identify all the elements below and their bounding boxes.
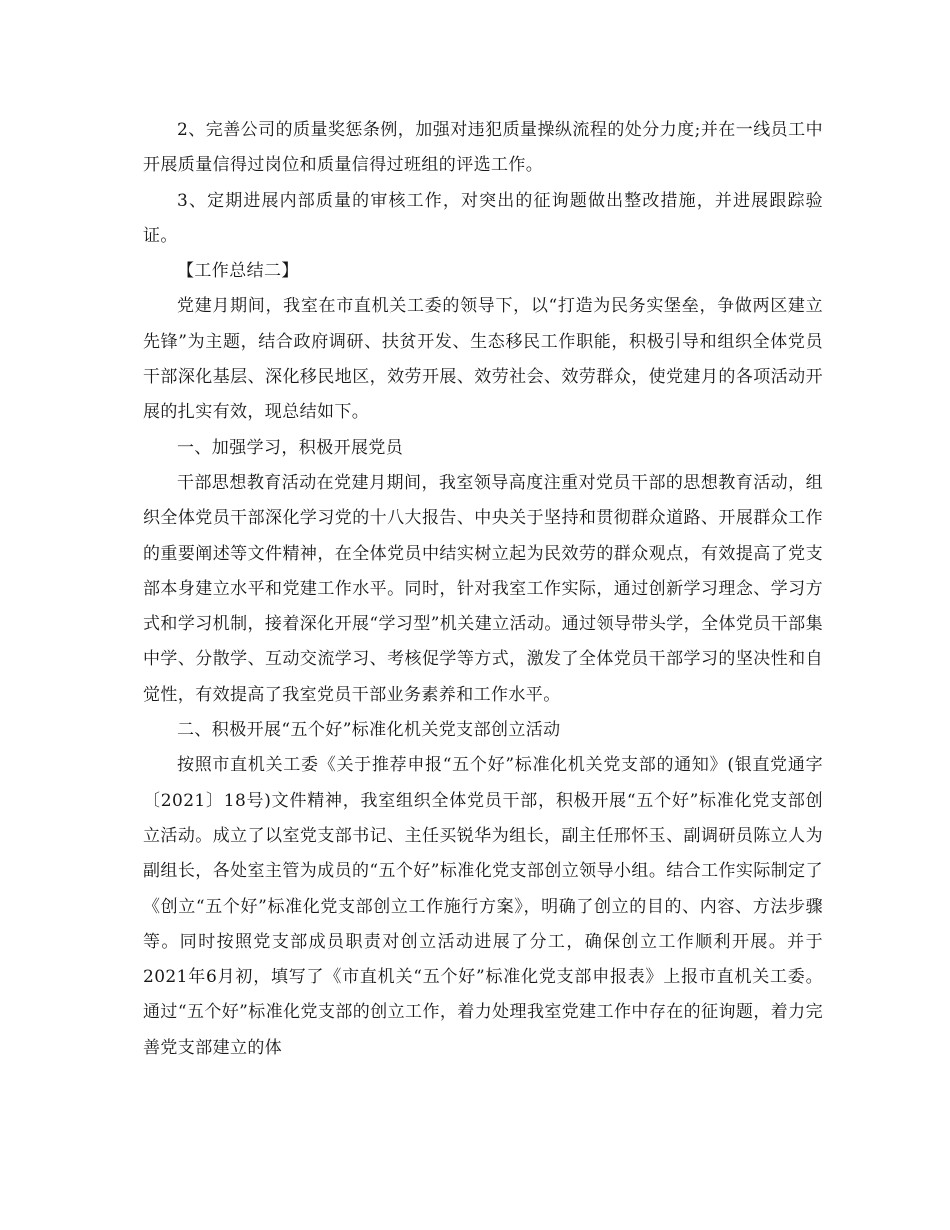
- paragraph-five-good-activities: 按照市直机关工委《关于推荐申报“五个好”标准化机关党支部的通知》(银直党通字〔2021〕18号)文件精神，我室组织全体党员干部，积极开展“五个好”标准化党支部创立活动。成立了以室党支部书记、主任买锐华为组长，副主任邢怀玉、副调研员陈立人为副组长，各处室主管为成员的“五个好”标准化党支部创立领导小组。结合工作实际制定了《创立“五个好”标准化党支部创立工作施行方案》，明确了创立的目的、内容、方法步骤等。同时按照党支部成员职责对创立活动进展了分工，确保创立工作顺利开展。并于2021年6月初，填写了《市直机关“五个好”标准化党支部申报表》上报市直机关工委。通过“五个好”标准化党支部的创立工作，着力处理我室党建工作中存在的征询题，着力完善党支部建立的体: [143, 755, 823, 1058]
- section-heading-study: 一、加强学习，积极开展党员: [177, 437, 404, 458]
- paragraph-internal-audit: 3、定期进展内部质量的审核工作，对突出的征询题做出整改措施，并进展跟踪验证。: [143, 190, 823, 246]
- document-body: [143, 113, 823, 1066]
- paragraph-party-month-intro: 党建月期间，我室在市直机关工委的领导下，以“打造为民务实堡垒，争做两区建立先锋”为主题，结合政府调研、扶贫开发、生态移民工作职能，积极引导和组织全体党员干部深化基层、深化移民地区，效劳开展、效劳社会、效劳群众，使党建月的各项活动开展的扎实有效，现总结如下。: [143, 296, 823, 423]
- paragraph-quality-reward: 2、完善公司的质量奖惩条例，加强对违犯质量操纵流程的处分力度;并在一线员工中开展质量信得过岗位和质量信得过班组的评选工作。: [143, 120, 823, 176]
- section-heading-five-good: 二、积极开展“五个好”标准化机关党支部创立活动: [177, 720, 561, 741]
- paragraph-study-activities: 干部思想教育活动在党建月期间，我室领导高度注重对党员干部的思想教育活动，组织全体党员干部深化学习党的十八大报告、中央关于坚持和贯彻群众道路、开展群众工作的重要阐述等文件精神，在全体党员中结实树立起为民效劳的群众观点，有效提高了党支部本身建立水平和党建工作水平。同时，针对我室工作实际，通过创新学习理念、学习方式和学习机制，接着深化开展“学习型”机关建立活动。通过领导带头学，全体党员干部集中学、分散学、互动交流学习、考核促学等方式，激发了全体党员干部学习的坚决性和自觉性，有效提高了我室党员干部业务素养和工作水平。: [143, 472, 823, 705]
- section-heading-summary-two: 【工作总结二】: [177, 261, 299, 282]
